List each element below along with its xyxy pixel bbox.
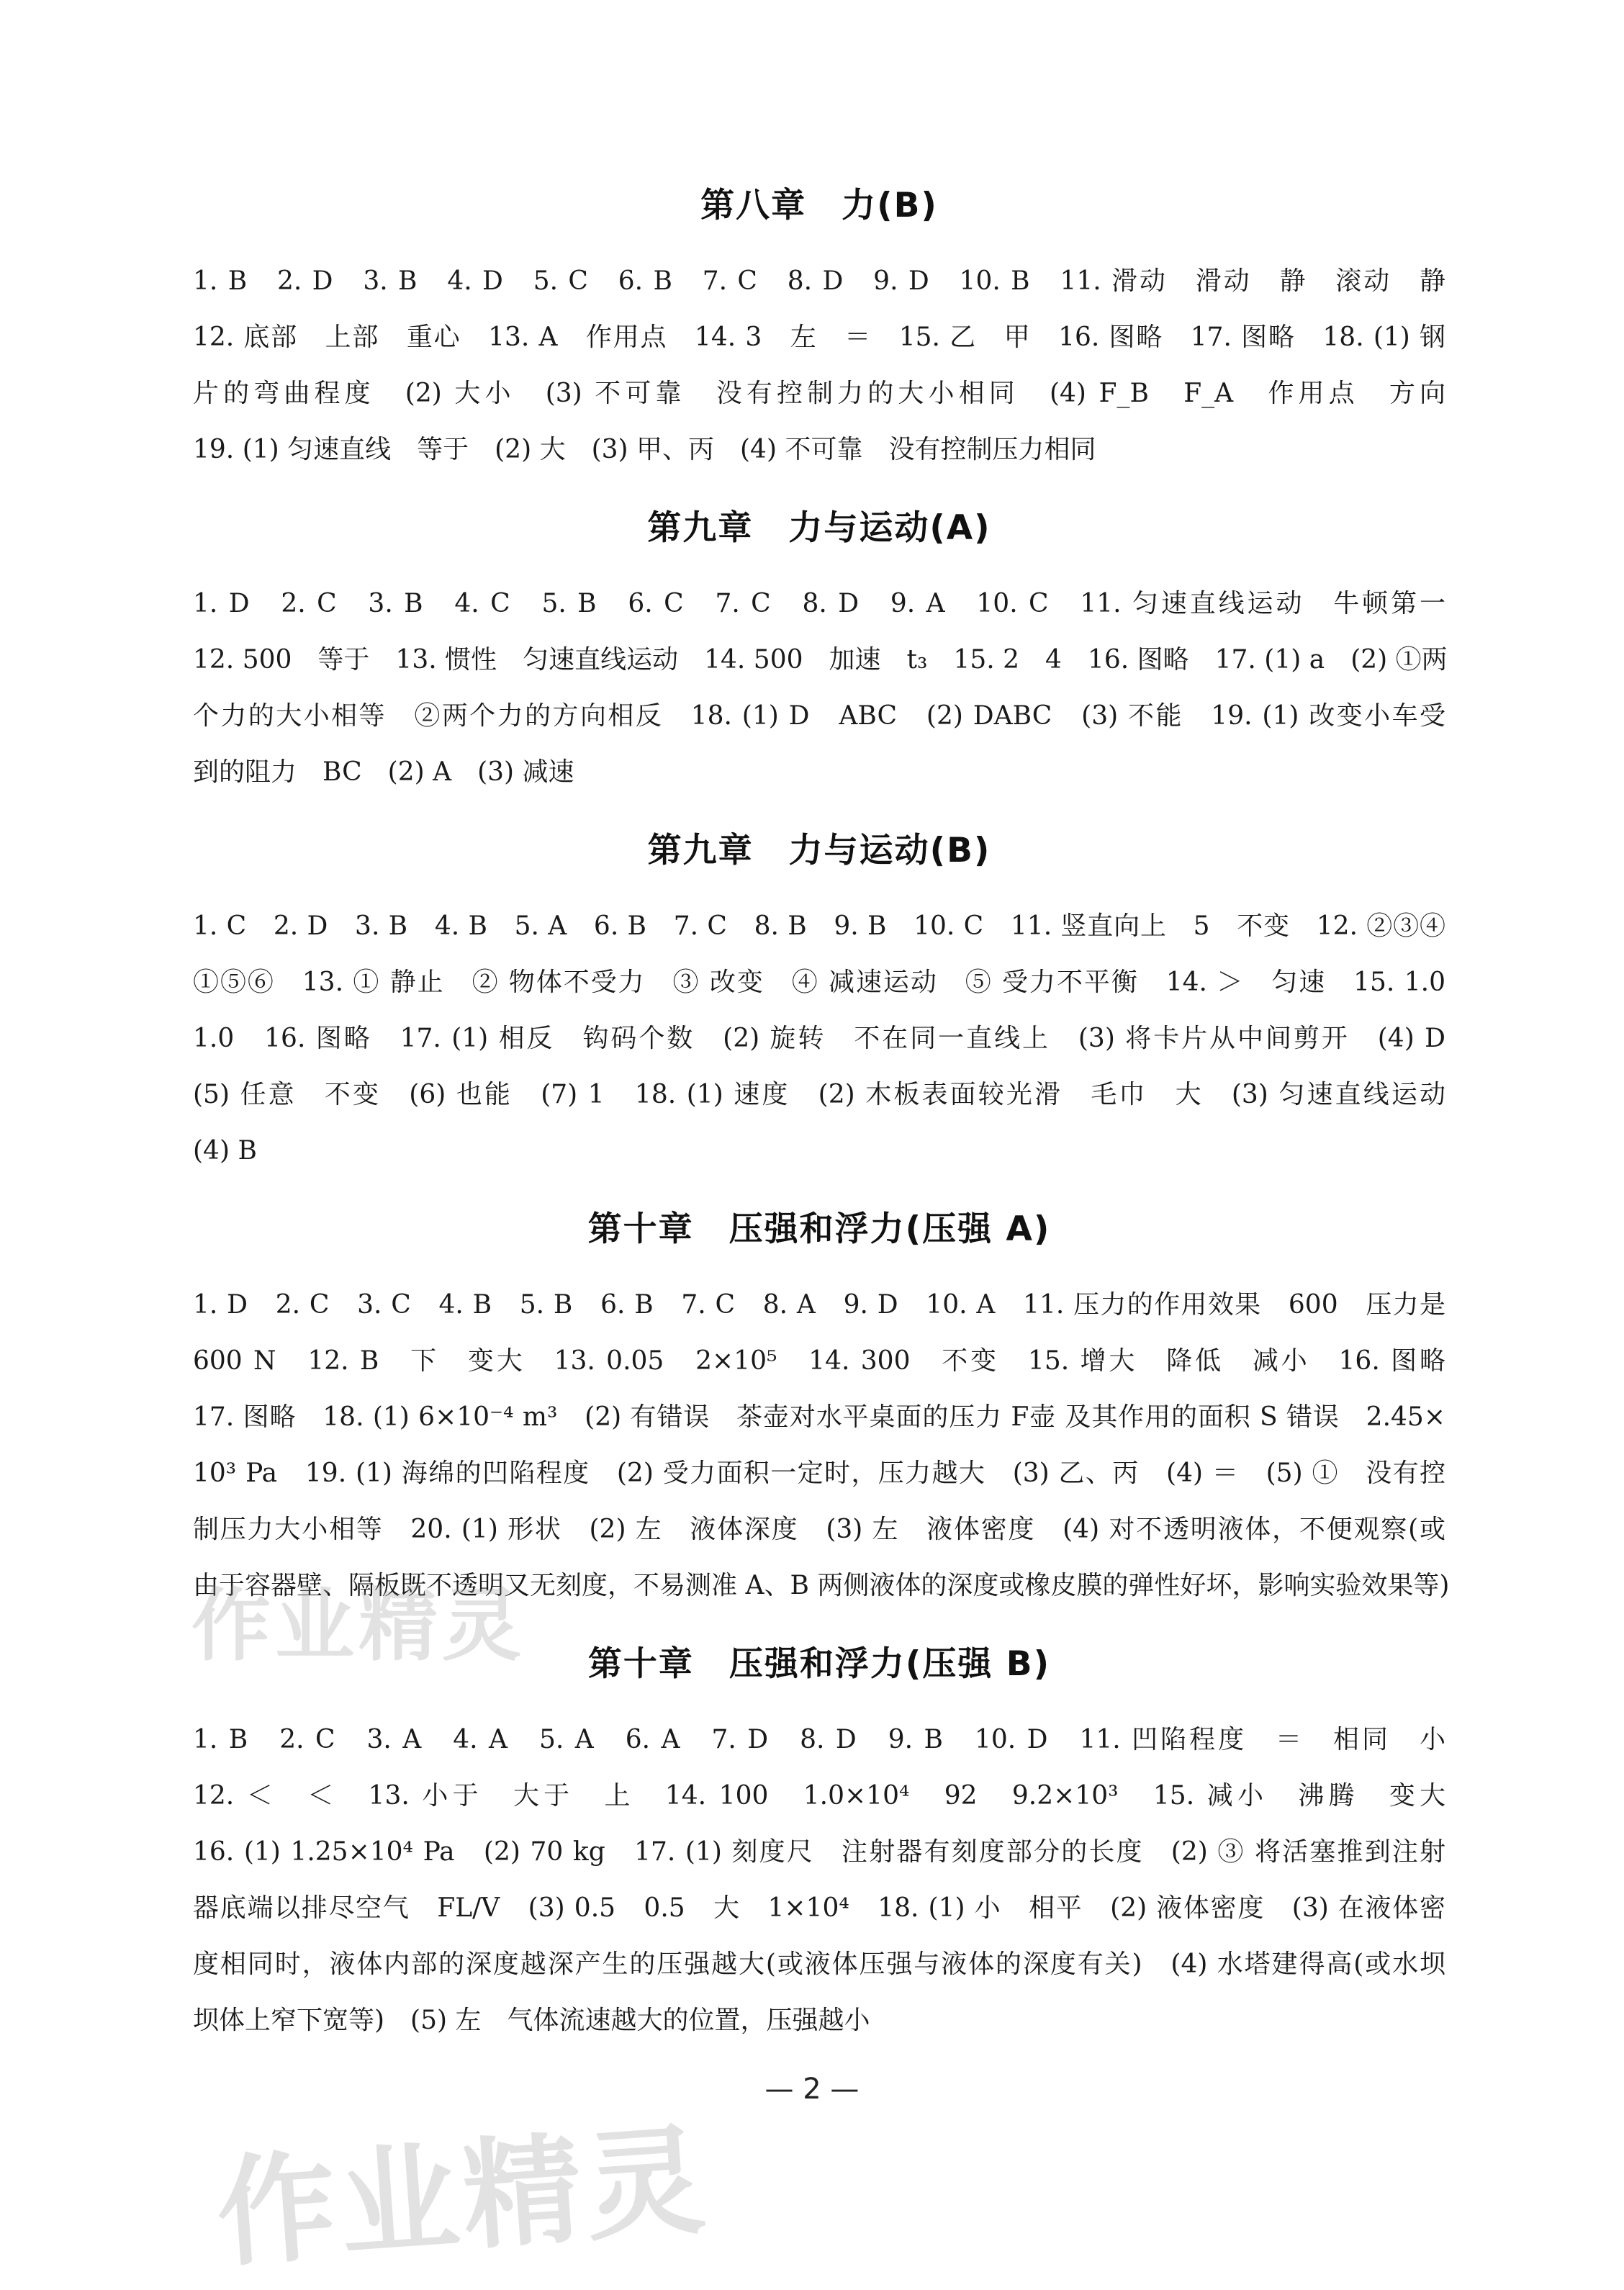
answer-line: 10³ Pa 19. (1) 海绵的凹陷程度 (2) 受力面积一定时，压力越大 (3) 乙、丙 (4) ＝ (5) ① 没有控 [193,1459,1445,1488]
answer-line: 12. ＜ ＜ 13. 小于 大于 上 14. 100 1.0×10⁴ 92 9.2×10³ 15. 减小 沸腾 变大 [193,1781,1445,1811]
answer-line: 度相同时，液体内部的深度越深产生的压强越大(或液体压强与液体的深度有关) (4) 水塔建得高(或水坝 [193,1949,1445,1979]
answer-line: 坝体上窄下宽等) (5) 左 气体流速越大的位置，压强越小 [193,2006,870,2035]
watermark-logo: 作业精灵 [212,2111,713,2284]
answer-line: 制压力大小相等 20. (1) 形状 (2) 左 液体深度 (3) 左 液体密度 (4) 对不透明液体，不便观察(或 [193,1515,1445,1544]
answer-line: 1. B 2. C 3. A 4. A 5. A 6. A 7. D 8. D 9. B 10. D 11. 凹陷程度 ＝ 相同 小 [193,1725,1445,1754]
section-chapter-9-b [193,825,1445,1179]
answer-line: 1. B 2. D 3. B 4. D 5. C 6. B 7. C 8. D 9. D 10. B 11. 滑动 滑动 静 滚动 静 [193,266,1445,296]
answer-page [193,180,1450,2073]
watermark-logo: 作业精灵 [191,1579,525,1672]
answer-line: 由于容器壁、隔板既不透明又无刻度，不易测准 A、B 两侧液体的深度或橡皮膜的弹性好坏，影响实验效果等) [193,1571,1450,1600]
section-chapter-8-b [193,180,1445,478]
answer-line: 个力的大小相等 ②两个力的方向相反 18. (1) D ABC (2) DABC (3) 不能 19. (1) 改变小车受 [193,701,1445,731]
answer-line: (4) B [193,1136,257,1166]
answer-line: 1. C 2. D 3. B 4. B 5. A 6. B 7. C 8. B 9. B 10. C 11. 竖直向上 5 不变 12. ②③④ [193,911,1445,941]
section-title: 第九章 力与运动(A) [647,508,991,548]
section-title: 第十章 压强和浮力(压强 A) [587,1209,1051,1249]
answer-line: 1.0 16. 图略 17. (1) 相反 钩码个数 (2) 旋转 不在同一直线上 (3) 将卡片从中间剪开 (4) D [193,1024,1445,1053]
section-chapter-9-a [193,502,1448,801]
answer-line: 12. 底部 上部 重心 13. A 作用点 14. 3 左 ＝ 15. 乙 甲 16. 图略 17. 图略 18. (1) 钢 [193,323,1445,352]
answer-line: 19. (1) 匀速直线 等于 (2) 大 (3) 甲、丙 (4) 不可靠 没有控制压力相同 [193,435,1096,464]
section-chapter-10-pressure-a [193,1204,1450,1614]
answer-line: 1. D 2. C 3. B 4. C 5. B 6. C 7. C 8. D 9. A 10. C 11. 匀速直线运动 牛顿第一 [193,589,1445,618]
section-title: 第十章 压强和浮力(压强 B) [587,1644,1051,1684]
page-number: — 2 — [764,2073,860,2106]
answer-line: 1. D 2. C 3. C 4. B 5. B 6. B 7. C 8. A 9. D 10. A 11. 压力的作用效果 600 压力是 [193,1290,1445,1320]
answer-line: 600 N 12. B 下 变大 13. 0.05 2×10⁵ 14. 300 不变 15. 增大 降低 减小 16. 图略 [193,1346,1445,1376]
answer-line: 到的阻力 BC (2) A (3) 减速 [193,757,574,787]
answer-line: 17. 图略 18. (1) 6×10⁻⁴ m³ (2) 有错误 茶壶对水平桌面的压力 F壶 及其作用的面积 S 错误 2.45× [193,1402,1445,1432]
answer-line: 12. 500 等于 13. 惯性 匀速直线运动 14. 500 加速 t₃ 15. 2 4 16. 图略 17. (1) a (2) ①两 [193,645,1448,675]
section-title: 第八章 力(B) [700,186,938,225]
section-title: 第九章 力与运动(B) [647,831,991,870]
answer-line: ①⑤⑥ 13. ① 静止 ② 物体不受力 ③ 改变 ④ 减速运动 ⑤ 受力不平衡 14. ＞ 匀速 15. 1.0 [193,968,1445,997]
answer-line: (5) 任意 不变 (6) 也能 (7) 1 18. (1) 速度 (2) 木板表面较光滑 毛巾 大 (3) 匀速直线运动 [193,1080,1445,1109]
answer-line: 器底端以排尽空气 FL/V (3) 0.5 0.5 大 1×10⁴ 18. (1) 小 相平 (2) 液体密度 (3) 在液体密 [193,1893,1445,1923]
answer-line: 片的弯曲程度 (2) 大小 (3) 不可靠 没有控制力的大小相同 (4) F_B F_A 作用点 方向 [193,379,1445,408]
answer-line: 16. (1) 1.25×10⁴ Pa (2) 70 kg 17. (1) 刻度尺 注射器有刻度部分的长度 (2) ③ 将活塞推到注射 [193,1837,1445,1867]
section-chapter-10-pressure-b [193,1638,1445,2049]
